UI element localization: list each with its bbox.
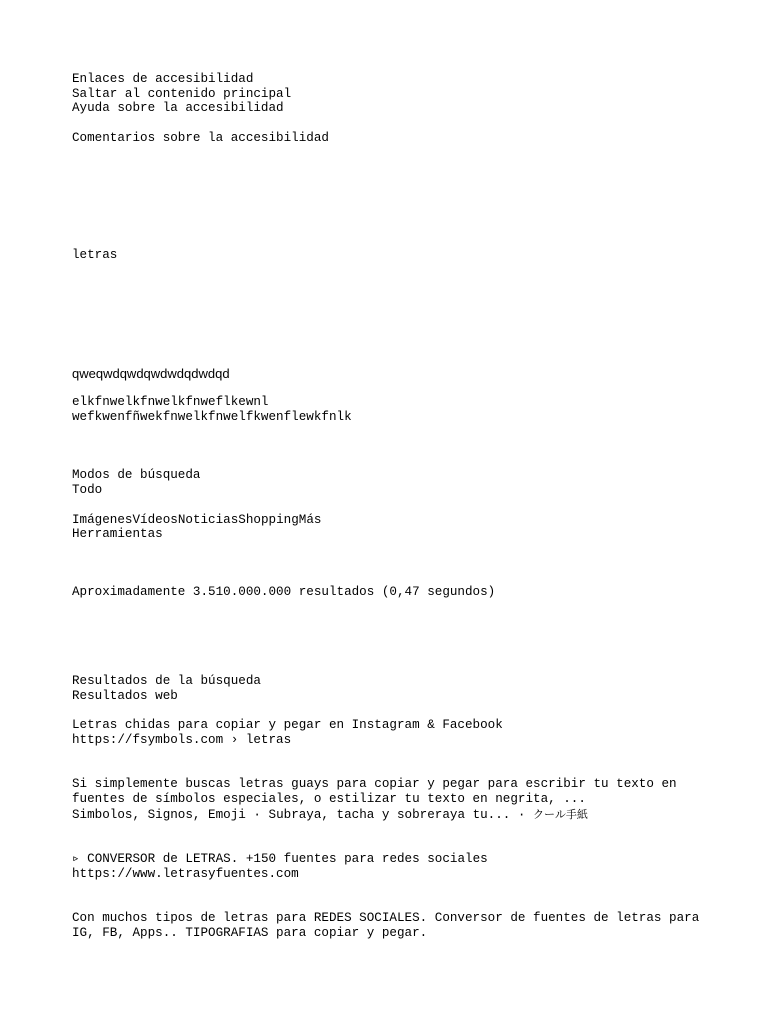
sitelink-separator: · xyxy=(245,808,269,822)
sitelink-separator: · xyxy=(510,808,534,822)
result-sitelinks xyxy=(72,807,588,823)
accessibility-feedback-link[interactable]: Comentarios sobre la accesibilidad xyxy=(72,131,329,145)
accessibility-links-heading: Enlaces de accesibilidad xyxy=(72,72,254,86)
accessibility-help-link[interactable]: Ayuda sobre la accesibilidad xyxy=(72,101,284,115)
skip-to-main-content-link[interactable]: Saltar al contenido principal xyxy=(72,87,292,101)
sitelink[interactable]: クール手紙 xyxy=(533,808,588,821)
result-snippet: IG, FB, Apps.. TIPOGRAFIAS para copiar y pegar. xyxy=(72,926,428,940)
result-url[interactable]: https://fsymbols.com › letras xyxy=(72,733,292,747)
search-modes-tabs xyxy=(72,513,321,528)
tools-button[interactable]: Herramientas xyxy=(72,527,163,541)
tab-shopping[interactable]: Shopping xyxy=(238,513,299,527)
result-snippet: Si simplemente buscas letras guays para copiar y pegar para escribir tu texto en xyxy=(72,777,677,791)
tab-videos[interactable]: Vídeos xyxy=(132,513,178,527)
result-url[interactable]: https://www.letrasyfuentes.com xyxy=(72,867,299,881)
result-stats: Aproximadamente 3.510.000.000 resultados (0,47 segundos) xyxy=(72,585,496,599)
result-snippet: Con muchos tipos de letras para REDES SOCIALES. Conversor de fuentes de letras para xyxy=(72,911,700,925)
sitelink[interactable]: Subraya, tacha y sobreraya tu... xyxy=(268,808,511,822)
result-title[interactable]: Letras chidas para copiar y pegar en Instagram & Facebook xyxy=(72,718,503,732)
search-modes-heading: Modos de búsqueda xyxy=(72,468,201,482)
tab-images[interactable]: Imágenes xyxy=(72,513,133,527)
text-line-3: wefkwenfñwekfnwelkfnwelfkwenflewkfnlk xyxy=(72,410,352,424)
web-results-heading: Resultados web xyxy=(72,689,178,703)
result-title[interactable]: ▹ CONVERSOR de LETRAS. +150 fuentes para redes sociales xyxy=(72,852,488,866)
sitelink[interactable]: Simbolos, Signos, Emoji xyxy=(72,808,246,822)
text-line-1: qweqwdqwdqwdwdqdwdqd xyxy=(72,366,230,381)
tab-all[interactable]: Todo xyxy=(72,483,103,497)
search-query-text[interactable]: letras xyxy=(72,248,118,262)
search-results-heading: Resultados de la búsqueda xyxy=(72,674,261,688)
tab-news[interactable]: Noticias xyxy=(177,513,239,527)
tab-more[interactable]: Más xyxy=(298,513,322,527)
text-line-2: elkfnwelkfnwelkfnweflkewnl xyxy=(72,395,269,409)
result-snippet: fuentes de símbolos especiales, o estilizar tu texto en negrita, ... xyxy=(72,792,586,806)
